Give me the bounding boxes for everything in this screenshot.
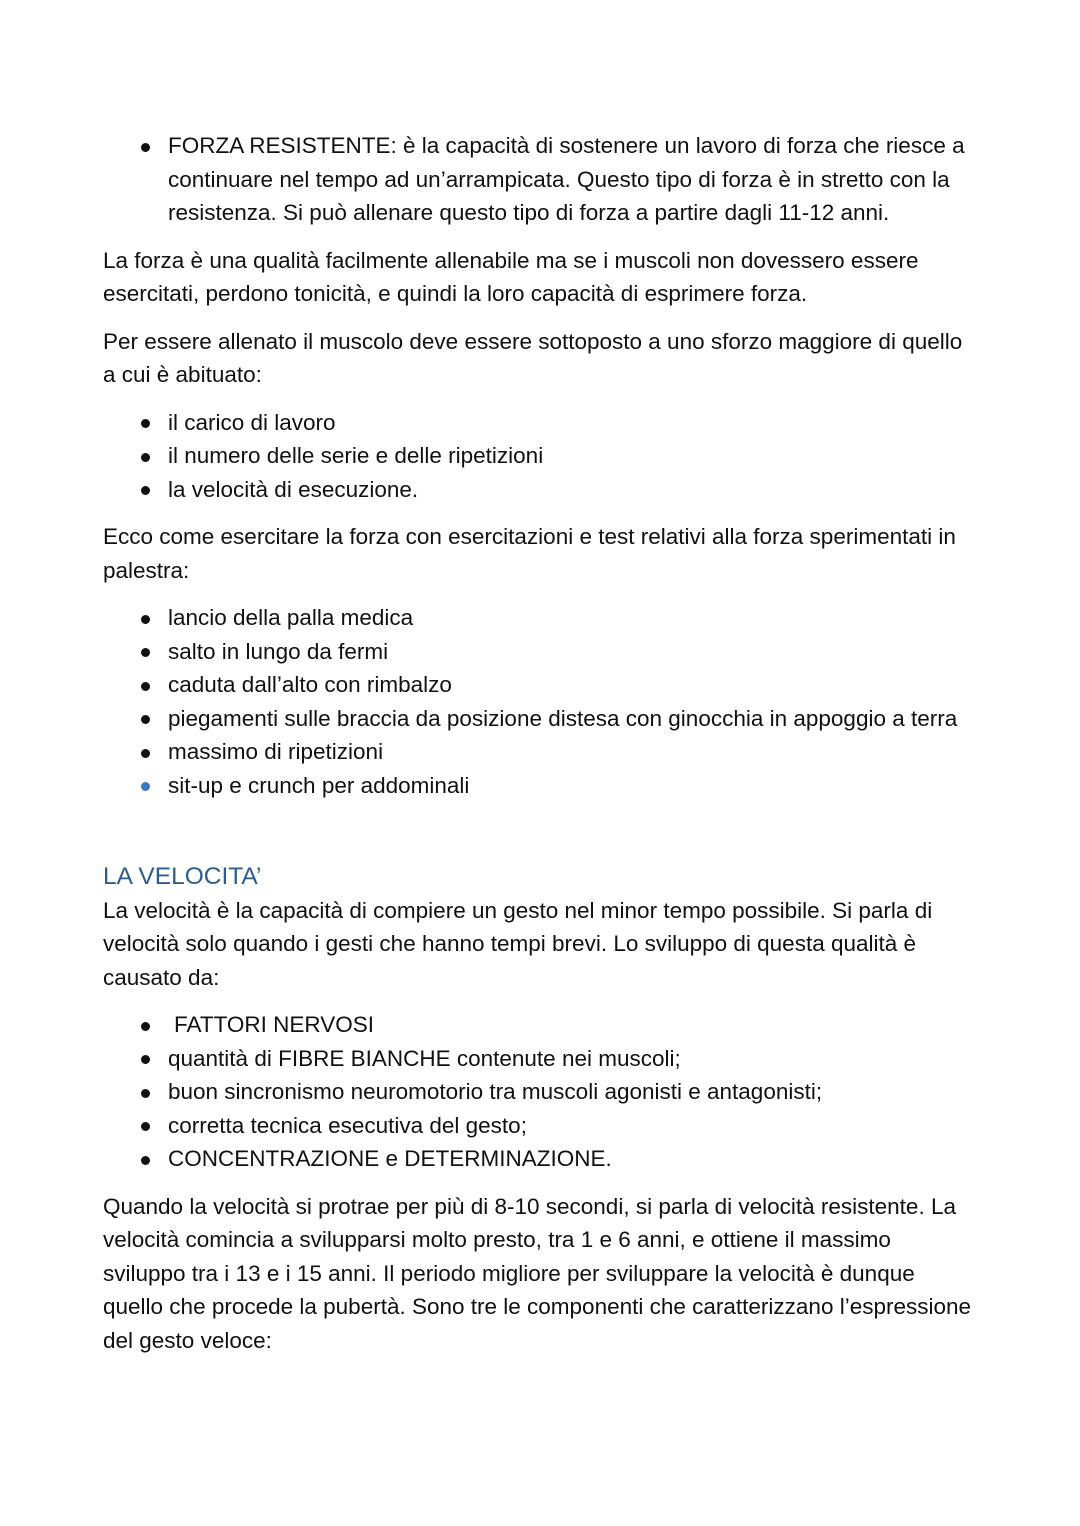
- list-item-text: sit-up e crunch per addominali: [168, 772, 470, 798]
- list-item-text: salto in lungo da fermi: [168, 638, 389, 664]
- bullet-icon: [139, 1042, 151, 1076]
- list-item-text: massimo di ripetizioni: [168, 739, 384, 764]
- speed-factors-list: [103, 1008, 973, 1176]
- list-item-text: lancio della palla medica: [168, 605, 414, 630]
- list-item-text: CONCENTRAZIONE e DETERMINAZIONE.: [168, 1146, 612, 1171]
- list-item: [168, 601, 973, 635]
- intro-bullet-list: [103, 129, 973, 230]
- bullet-icon: [139, 702, 151, 736]
- list-item: [168, 1075, 973, 1109]
- list-item: [168, 473, 973, 507]
- bullet-icon: [139, 439, 151, 473]
- list-item-text: corretta tecnica esecutiva del gesto;: [168, 1112, 527, 1138]
- list-item: [168, 406, 973, 440]
- bullet-icon: [139, 1109, 151, 1143]
- bullet-icon: [139, 473, 151, 507]
- paragraph-strength-trainable: La forza è una qualità facilmente allenabile ma se i muscoli non dovessero essere esercitati, perdono tonicità, e quindi la loro capacità di esprimere forza.: [103, 247, 919, 306]
- list-item: [168, 1142, 973, 1176]
- list-item-text: il numero delle serie e delle ripetizioni: [168, 443, 544, 468]
- exercise-list: [103, 601, 973, 802]
- document-page: [103, 129, 973, 1371]
- bullet-icon: [139, 735, 151, 769]
- list-item: [168, 1109, 973, 1143]
- list-item-text: buon sincronismo neuromotorio tra muscoli agonisti e antagonisti;: [168, 1079, 823, 1104]
- bullet-icon: [139, 406, 151, 440]
- list-item: [168, 769, 973, 803]
- list-item: [168, 129, 973, 230]
- bullet-icon: [139, 635, 151, 669]
- list-item-text: piegamenti sulle braccia da posizione distesa con ginocchia in appoggio a terra: [168, 705, 958, 731]
- list-item: [168, 735, 973, 769]
- list-item-text: FATTORI NERVOSI: [174, 1012, 375, 1037]
- paragraph-overload: Per essere allenato il muscolo deve essere sottoposto a uno sforzo maggiore di quello a cui è abituato:: [103, 328, 963, 387]
- section-heading: LA VELOCITA’: [103, 863, 262, 890]
- training-variables-list: [103, 406, 973, 507]
- bullet-icon: [139, 668, 151, 702]
- list-item-text: quantità di FIBRE BIANCHE contenute nei muscoli;: [168, 1045, 681, 1071]
- list-item: [168, 668, 973, 702]
- list-item: [168, 1008, 973, 1042]
- bullet-icon: [139, 1075, 151, 1109]
- bullet-icon: [139, 129, 151, 163]
- list-item-text: FORZA RESISTENTE: è la capacità di sostenere un lavoro di forza che riesce a continuare nel tempo ad un’arrampicata. Questo tipo di forza è in stretto con la resistenza. Si può allenare questo tipo di forza a partire dagli 11-12 anni.: [168, 133, 965, 225]
- bullet-icon: [139, 601, 151, 635]
- bullet-icon: [139, 1142, 151, 1176]
- list-item: [168, 702, 973, 736]
- list-item-text: il carico di lavoro: [168, 409, 336, 435]
- bullet-icon: [139, 1008, 151, 1042]
- paragraph-resistant-speed: Quando la velocità si protrae per più di 8-10 secondi, si parla di velocità resistente. La velocità comincia a svilupparsi molto presto, tra 1 e 6 anni, e ottiene il massimo sviluppo tra i 13 e i 15 anni. Il periodo migliore per sviluppare la velocità è dunque quello che procede la pubertà. Sono tre le componenti che caratterizzano l’espressione del gesto veloce:: [103, 1193, 972, 1353]
- list-item: [168, 439, 973, 473]
- list-item-text: la velocità di esecuzione.: [168, 476, 419, 502]
- bullet-icon: [139, 769, 151, 803]
- list-item: [168, 1042, 973, 1076]
- section-spacer: [103, 816, 973, 860]
- list-item-text: caduta dall’alto con rimbalzo: [168, 672, 452, 697]
- list-item: [168, 635, 973, 669]
- paragraph-speed-definition: La velocità è la capacità di compiere un gesto nel minor tempo possibile. Si parla di velocità solo quando i gesti che hanno tempi brevi. Lo sviluppo di questa qualità è causato da:: [103, 897, 933, 990]
- paragraph-exercises-intro: Ecco come esercitare la forza con esercitazioni e test relativi alla forza sperimentati in palestra:: [103, 524, 956, 583]
